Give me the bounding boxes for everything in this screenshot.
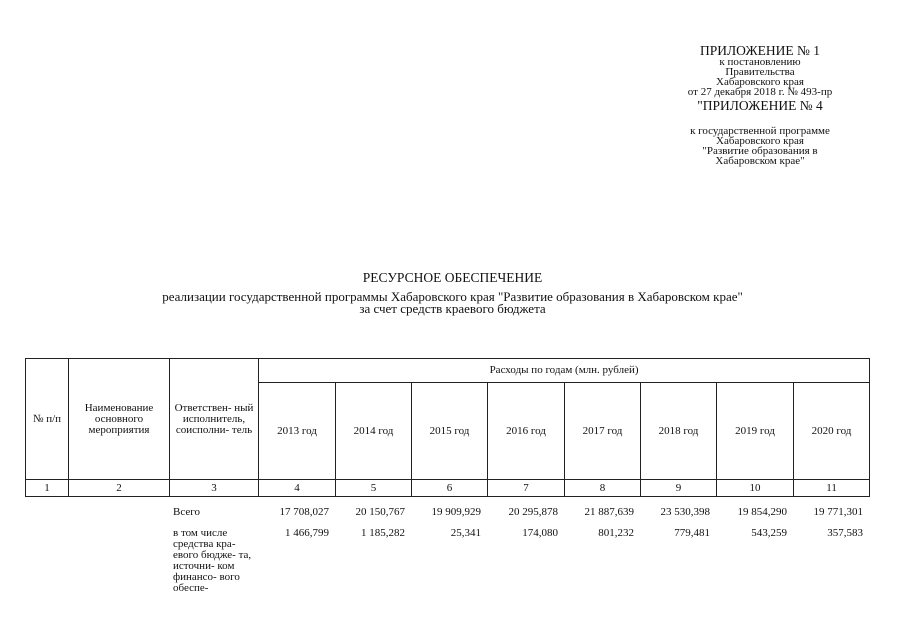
table-cell: 779,481 — [674, 527, 710, 539]
appendix-line: Хабаровского края — [716, 135, 804, 147]
table-cell: 801,232 — [598, 527, 634, 539]
appendix-heading: ПРИЛОЖЕНИЕ № 1 — [699, 43, 821, 58]
appendix-line: Хабаровском крае" — [715, 155, 805, 167]
column-number: 6 — [412, 480, 488, 497]
column-number: 9 — [641, 480, 717, 497]
appendix-line: Хабаровского края — [716, 76, 804, 88]
column-number: 5 — [336, 480, 412, 497]
table-cell: 25,341 — [450, 527, 481, 539]
row-label: в том числе средства кра- евого бюдже- та, источни- ком финансо- вого обеспе- — [173, 527, 252, 594]
document-subtitle: реализации государственной программы Хабаровского края "Развитие образования в Хабаровском крае" — [162, 289, 743, 304]
appendix-line: "Развитие образования в — [702, 145, 818, 157]
resource-table-header — [25, 358, 870, 497]
table-cell: 17 708,027 — [279, 506, 329, 518]
column-number: 2 — [69, 480, 170, 497]
table-row — [25, 528, 869, 594]
header-year: 2020 год — [794, 383, 870, 480]
header-year: 2015 год — [412, 383, 488, 480]
document-subtitle: за счет средств краевого бюджета — [359, 301, 546, 316]
appendix-line: к постановлению — [719, 56, 801, 68]
table-cell: 174,080 — [522, 527, 558, 539]
document-title-block — [0, 270, 905, 315]
resource-table-body — [25, 505, 869, 594]
table-cell: 1 185,282 — [361, 527, 405, 539]
header-expenses: Расходы по годам (млн. рублей) — [259, 359, 870, 383]
header-year: 2013 год — [259, 383, 336, 480]
row-label: Всего — [173, 506, 200, 518]
appendix-line: к государственной программе — [690, 125, 830, 137]
appendix-date-line: от 27 декабря 2018 г. № 493-пр — [687, 86, 833, 98]
column-number: 4 — [259, 480, 336, 497]
appendix-block — [640, 44, 880, 166]
header-year: 2016 год — [488, 383, 565, 480]
table-cell: 19 771,301 — [813, 506, 863, 518]
appendix-subheading: "ПРИЛОЖЕНИЕ № 4 — [697, 98, 823, 113]
appendix-line: Правительства — [725, 66, 795, 78]
column-number: 11 — [794, 480, 870, 497]
header-year: 2014 год — [336, 383, 412, 480]
column-number: 10 — [717, 480, 794, 497]
table-cell: 20 150,767 — [355, 506, 405, 518]
table-row — [25, 505, 869, 528]
table-cell: 20 295,878 — [508, 506, 558, 518]
table-cell: 21 887,639 — [584, 506, 634, 518]
document-title: РЕСУРСНОЕ ОБЕСПЕЧЕНИЕ — [362, 270, 543, 285]
column-number: 8 — [565, 480, 641, 497]
table-cell: 1 466,799 — [285, 527, 329, 539]
table-cell: 19 909,929 — [431, 506, 481, 518]
table-cell: 23 530,398 — [660, 506, 710, 518]
header-executor: Ответствен- ный исполнитель, соисполни- тель — [170, 359, 259, 480]
column-number: 7 — [488, 480, 565, 497]
column-number: 1 — [26, 480, 69, 497]
header-year: 2017 год — [565, 383, 641, 480]
header-year: 2018 год — [641, 383, 717, 480]
header-year: 2019 год — [717, 383, 794, 480]
table-cell: 19 854,290 — [737, 506, 787, 518]
table-cell: 357,583 — [827, 527, 863, 539]
header-number: № п/п — [26, 359, 69, 480]
column-number: 3 — [170, 480, 259, 497]
header-name: Наименование основного мероприятия — [69, 359, 170, 480]
table-cell: 543,259 — [751, 527, 787, 539]
